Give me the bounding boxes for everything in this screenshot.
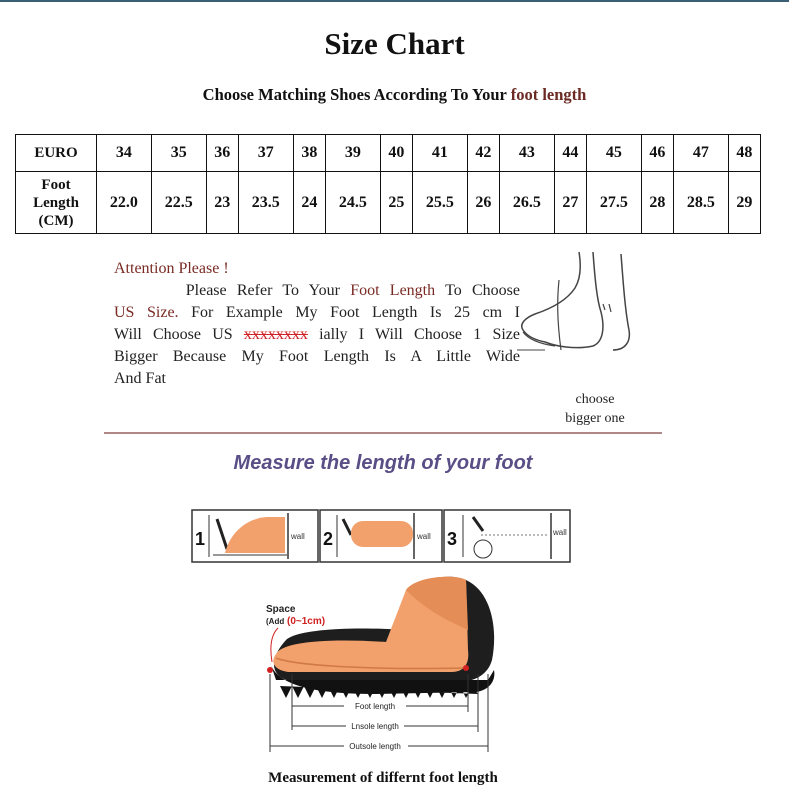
foot-label-line: (CM) <box>38 212 74 229</box>
foot-label-line: Length <box>33 194 79 211</box>
foot-length-label: Foot length <box>354 702 396 711</box>
euro-label: EURO <box>16 135 97 172</box>
euro-size: 48 <box>728 135 760 172</box>
attention-text: To Choose <box>435 282 520 299</box>
euro-size: 47 <box>673 135 728 172</box>
foot-length: 23 <box>206 172 238 234</box>
euro-size: 35 <box>151 135 206 172</box>
subtitle-text: Choose Matching Shoes According To Your <box>202 85 511 104</box>
attention-heading: Attention Please ! <box>114 260 229 277</box>
foot-length: 27 <box>554 172 586 234</box>
insole-length-label: Lnsole length <box>351 722 399 731</box>
outsole-length-label: Outsole length <box>349 742 401 751</box>
attention-line: And Fat <box>114 370 166 387</box>
attention-highlight: US Size. <box>114 304 179 321</box>
top-border <box>0 0 789 2</box>
section-divider <box>104 432 662 434</box>
wall-label: wall <box>553 528 567 537</box>
foot-length: 29 <box>728 172 760 234</box>
attention-line <box>114 324 520 346</box>
step-number: 2 <box>323 529 334 549</box>
attention-line <box>114 302 520 324</box>
step-number: 1 <box>195 529 206 549</box>
foot-length: 28.5 <box>673 172 728 234</box>
foot-in-shoe-illustration <box>505 250 645 370</box>
attention-struck-text: xxxxxxxx <box>243 326 308 343</box>
subtitle <box>0 85 789 105</box>
foot-length: 27.5 <box>586 172 641 234</box>
choose-bigger-note <box>555 390 635 428</box>
attention-highlight: Foot Length <box>350 282 436 299</box>
foot-length-diagram <box>256 570 512 760</box>
euro-size: 37 <box>238 135 293 172</box>
attention-text: Will Choose US <box>114 326 244 343</box>
step-number: 3 <box>447 529 458 549</box>
foot-label-line: Foot <box>41 176 71 193</box>
step-2 <box>320 510 442 562</box>
euro-size: 42 <box>467 135 499 172</box>
page-title: Size Chart <box>324 26 465 61</box>
diagram-caption: Measurement of differnt foot length <box>268 770 498 786</box>
attention-line: Bigger Because My Foot Length Is A Little Wide <box>114 348 520 365</box>
wall-label: wall <box>417 532 431 541</box>
foot-length: 25 <box>380 172 412 234</box>
choose-bigger-line: bigger one <box>565 411 625 426</box>
euro-size: 41 <box>412 135 467 172</box>
add-value: (0~1cm) <box>287 616 326 627</box>
euro-size: 40 <box>380 135 412 172</box>
foot-length: 23.5 <box>238 172 293 234</box>
foot-length-row <box>16 172 761 234</box>
foot-length: 25.5 <box>412 172 467 234</box>
foot-length-label <box>16 172 97 234</box>
euro-size: 46 <box>641 135 673 172</box>
attention-note <box>114 258 520 390</box>
euro-row <box>16 135 761 172</box>
euro-size: 44 <box>554 135 586 172</box>
wall-label: wall <box>291 532 305 541</box>
attention-text: For Example My Foot Length Is 25 cm I <box>178 304 520 321</box>
measurement-steps <box>191 509 571 563</box>
attention-text: ially I Will Choose 1 Size <box>307 326 520 343</box>
foot-length: 22.0 <box>97 172 152 234</box>
add-label: (Add <box>266 617 285 626</box>
foot-length: 22.5 <box>151 172 206 234</box>
step-3 <box>444 510 570 562</box>
euro-size: 39 <box>325 135 380 172</box>
foot-length: 24 <box>293 172 325 234</box>
euro-size: 38 <box>293 135 325 172</box>
subtitle-highlight: foot length <box>510 85 587 104</box>
choose-bigger-line: choose <box>575 392 615 407</box>
foot-length: 24.5 <box>325 172 380 234</box>
foot-length: 28 <box>641 172 673 234</box>
foot-length: 26 <box>467 172 499 234</box>
euro-size: 34 <box>97 135 152 172</box>
foot-length: 26.5 <box>499 172 554 234</box>
attention-text: Please Refer To Your <box>185 282 351 299</box>
euro-size: 45 <box>586 135 641 172</box>
step-1 <box>192 510 318 562</box>
attention-line <box>114 280 520 302</box>
space-label: Space <box>266 604 296 615</box>
measure-title: Measure the length of your foot <box>233 452 533 474</box>
size-table <box>15 134 761 234</box>
euro-size: 43 <box>499 135 554 172</box>
euro-size: 36 <box>206 135 238 172</box>
